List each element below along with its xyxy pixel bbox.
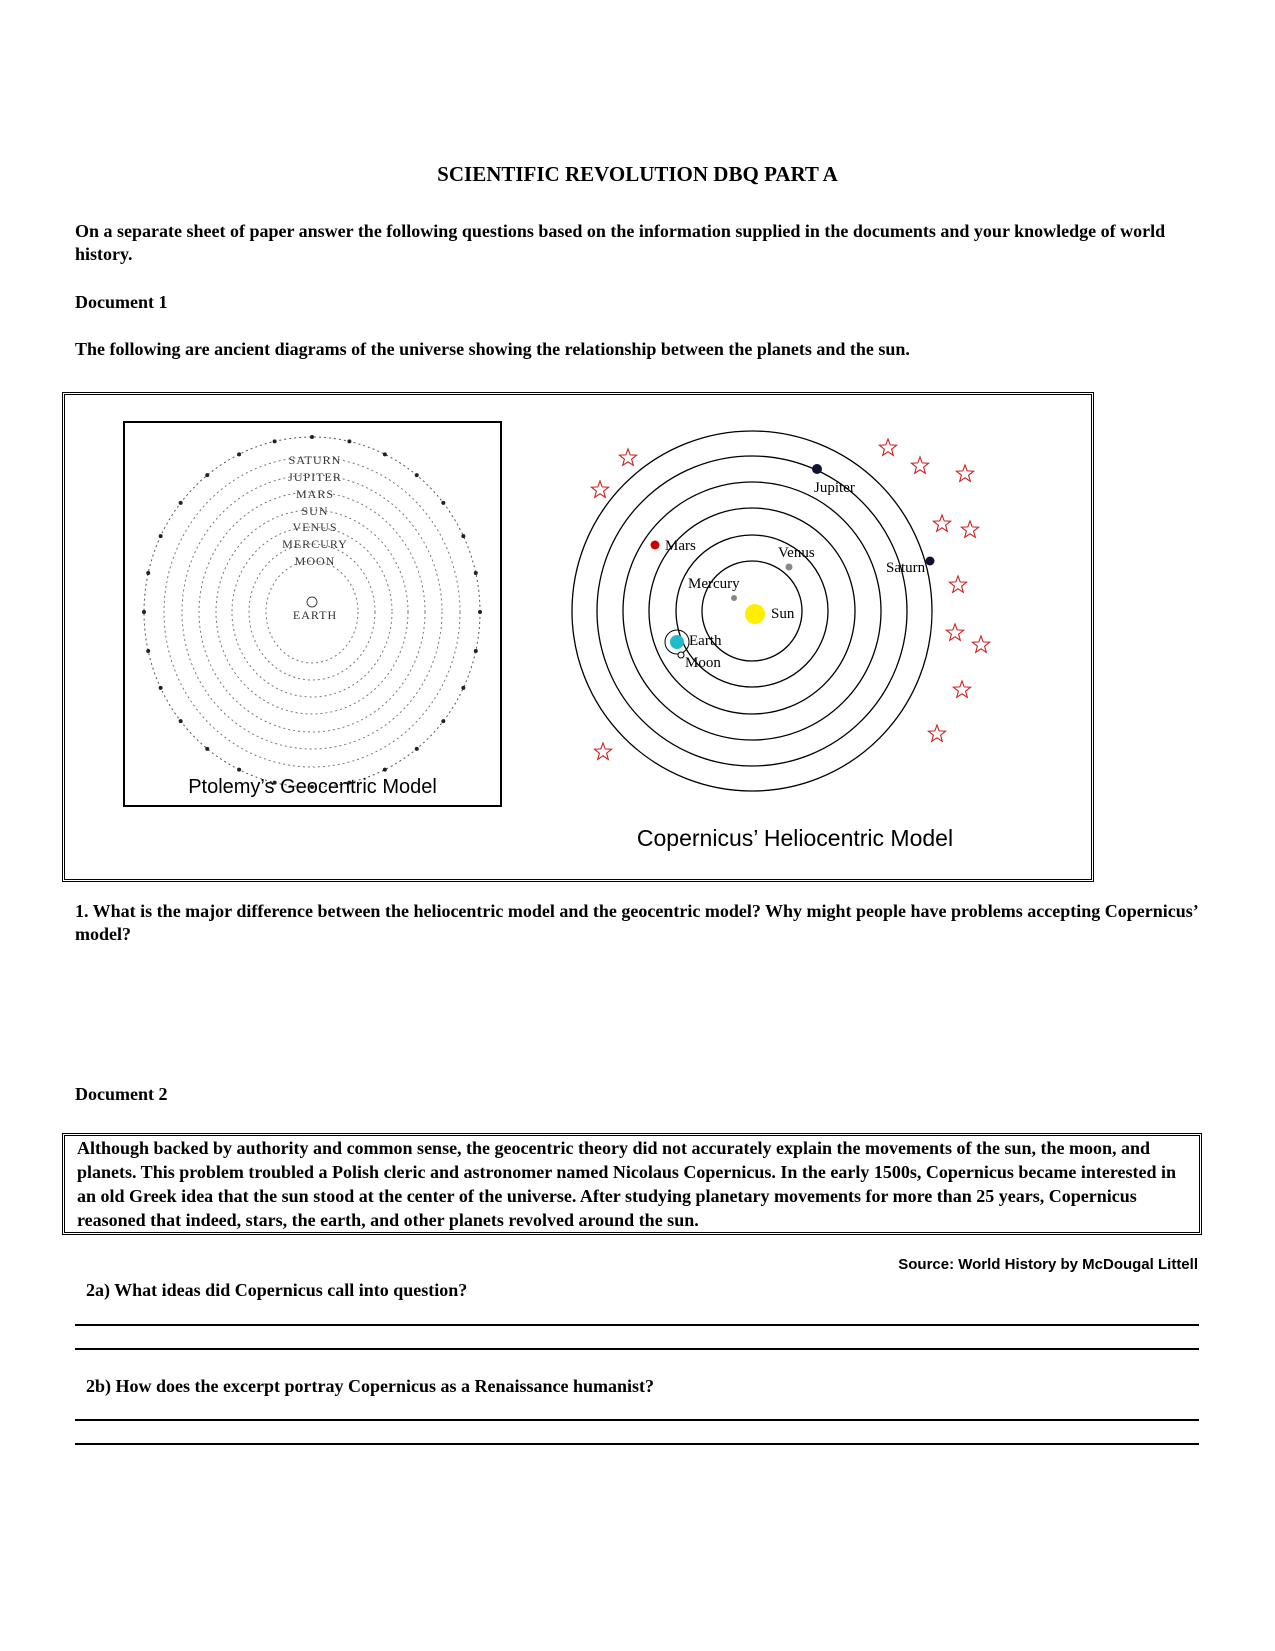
label-sun: Sun xyxy=(771,606,795,622)
label-venus: Venus xyxy=(778,545,815,561)
fixed-star-dot xyxy=(205,473,209,477)
fixed-star-dot xyxy=(159,534,163,538)
earth-marker xyxy=(307,597,317,607)
instructions: On a separate sheet of paper answer the following questions based on the information supplied in the documents and your knowledge of world history. xyxy=(75,221,1166,264)
label-mars: Mars xyxy=(665,538,696,554)
copernicus-caption: Copernicus’ Heliocentric Model xyxy=(636,825,954,851)
fixed-star-dot xyxy=(461,686,465,690)
question-2a: 2a) What ideas did Copernicus call into question? xyxy=(86,1280,468,1300)
question-2b: 2b) How does the excerpt portray Copernicus as a Renaissance humanist? xyxy=(86,1376,654,1396)
document-2-excerpt: Although backed by authority and common sense, the geocentric theory did not accurately explain the movements of the sun, the moon, and planets. This problem troubled a Polish cleric and astronomer named Nicolaus Copernicus. In the early 1500s, Copernicus became interested in an old Greek idea that the sun stood at the center of the universe. After studying planetary movements for more than 25 years, Copernicus reasoned that indeed, stars, the earth, and other planets revolved around the sun. xyxy=(77,1138,1177,1230)
page-title: SCIENTIFIC REVOLUTION DBQ PART A xyxy=(437,162,838,186)
answer-line-2a-2[interactable] xyxy=(75,1348,1199,1350)
label-moon: Moon xyxy=(685,655,721,671)
star-icon xyxy=(619,449,636,465)
star-icon xyxy=(949,576,966,592)
star-field xyxy=(591,439,989,759)
sun-icon xyxy=(745,604,765,624)
fixed-star-dot xyxy=(461,534,465,538)
star-icon xyxy=(591,481,608,497)
label-jupiter: Jupiter xyxy=(814,480,855,496)
ptolemy-geocentric-diagram xyxy=(142,435,482,789)
ptolemy-label-mars: MARS xyxy=(295,487,335,501)
document-1-intro: The following are ancient diagrams of the universe showing the relationship between the planets and the sun. xyxy=(75,339,910,359)
document-1-label: Document 1 xyxy=(75,292,168,312)
star-icon xyxy=(911,457,928,473)
fixed-star-dot xyxy=(347,439,351,443)
fixed-star-dot xyxy=(179,501,183,505)
fixed-star-dot xyxy=(441,719,445,723)
ptolemy-label-mercury: MERCURY xyxy=(282,537,348,551)
ptolemy-label-moon: MOON xyxy=(294,554,336,568)
fixed-star-dot xyxy=(146,571,150,575)
fixed-star-dot xyxy=(474,649,478,653)
fixed-star-dot xyxy=(415,473,419,477)
label-mercury: Mercury xyxy=(688,576,740,592)
venus-icon xyxy=(786,564,793,571)
fixed-star-dot xyxy=(142,610,146,614)
jupiter-icon xyxy=(812,464,822,474)
ptolemy-label-earth: EARTH xyxy=(292,608,338,622)
fixed-star-dot xyxy=(237,768,241,772)
label-saturn: Saturn xyxy=(886,560,926,576)
mercury-icon xyxy=(731,595,737,601)
mars-icon xyxy=(651,541,660,550)
star-icon xyxy=(953,681,970,697)
star-icon xyxy=(928,725,945,741)
fixed-star-dot xyxy=(415,747,419,751)
saturn-icon xyxy=(926,557,935,566)
fixed-star-dot xyxy=(441,501,445,505)
answer-line-2a-1[interactable] xyxy=(75,1324,1199,1326)
fixed-star-dot xyxy=(159,686,163,690)
star-icon xyxy=(956,465,973,481)
fixed-star-dot xyxy=(383,452,387,456)
copernicus-heliocentric-diagram xyxy=(572,431,990,791)
document-2-excerpt-box xyxy=(62,1133,1202,1235)
fixed-star-dot xyxy=(383,768,387,772)
fixed-star-dot xyxy=(474,571,478,575)
moon-icon xyxy=(678,652,684,658)
star-icon xyxy=(594,743,611,759)
fixed-star-dot xyxy=(179,719,183,723)
fixed-star-dot xyxy=(273,439,277,443)
earth-icon xyxy=(670,635,684,649)
ptolemy-label-saturn: SATURN xyxy=(288,453,342,467)
star-icon xyxy=(879,439,896,455)
ptolemy-caption: Ptolemy’s Geocentric Model xyxy=(188,776,437,798)
fixed-star-dot xyxy=(478,610,482,614)
document-2-label: Document 2 xyxy=(75,1084,168,1104)
ptolemy-label-jupiter: JUPITER xyxy=(288,470,342,484)
star-icon xyxy=(946,624,963,640)
answer-line-2b-1[interactable] xyxy=(75,1419,1199,1421)
excerpt-source: Source: World History by McDougal Littell xyxy=(898,1256,1198,1273)
ptolemy-label-venus: VENUS xyxy=(292,520,338,534)
star-icon xyxy=(961,521,978,537)
ptolemy-label-sun: SUN xyxy=(301,504,329,518)
fixed-star-dot xyxy=(310,435,314,439)
label-earth: Earth xyxy=(689,633,722,649)
question-1: 1. What is the major difference between the heliocentric model and the geocentric model? Why might people have problems accepting Copernicus’ model? xyxy=(75,901,1198,944)
fixed-star-dot xyxy=(237,452,241,456)
star-icon xyxy=(972,636,989,652)
star-icon xyxy=(933,515,950,531)
fixed-star-dot xyxy=(146,649,150,653)
answer-line-2b-2[interactable] xyxy=(75,1443,1199,1445)
fixed-star-dot xyxy=(205,747,209,751)
